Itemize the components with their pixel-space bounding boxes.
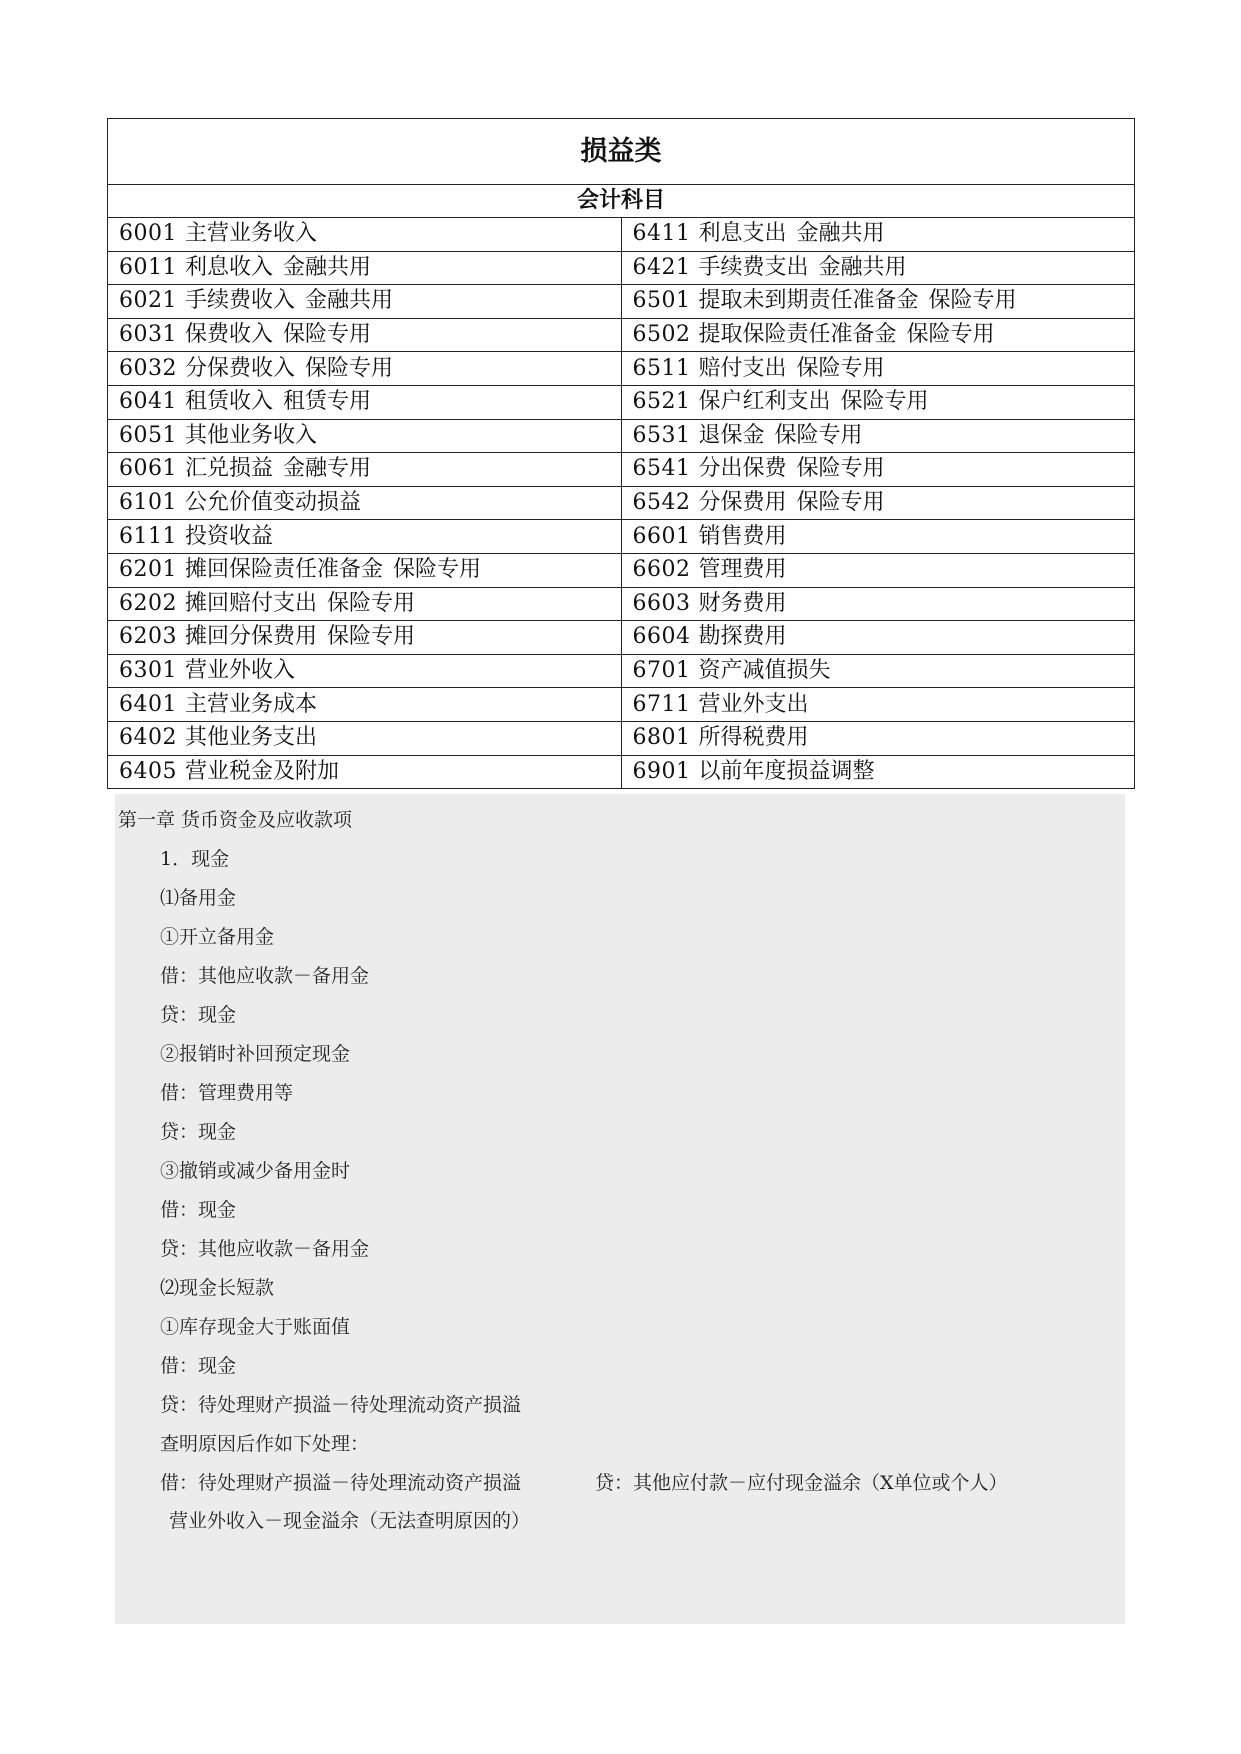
account-name-text: 其他业务收入 <box>185 422 318 448</box>
account-name-text: 分保费收入 <box>185 355 296 381</box>
account-name <box>185 725 327 750</box>
table-row <box>108 587 1135 621</box>
table-row <box>108 251 1135 285</box>
right-account-cell <box>621 587 1135 621</box>
account-name <box>699 725 819 750</box>
account-code: 6402 <box>119 725 177 751</box>
account-name-text: 营业外收入 <box>185 658 296 684</box>
account-name <box>185 255 371 280</box>
table-title: 损益类 <box>108 119 1135 185</box>
account-usage-tag: 保险专用 <box>393 557 482 583</box>
account-usage-tag: 保险专用 <box>283 322 372 348</box>
account-code: 6603 <box>632 590 691 616</box>
account-name <box>699 423 863 448</box>
table-row <box>108 688 1135 722</box>
account-code: 6101 <box>119 490 177 516</box>
right-account-cell <box>621 688 1135 722</box>
account-name <box>185 759 349 784</box>
account-name-text: 赔付支出 <box>698 355 787 381</box>
account-name-text: 摊回赔付支出 <box>185 590 318 616</box>
note-line: ①开立备用金 <box>160 926 275 948</box>
note-line: 贷：其他应付款－应付现金溢余（X单位或个人） <box>595 1472 1008 1494</box>
account-name-text: 主营业务收入 <box>185 221 318 247</box>
account-usage-tag: 保险专用 <box>327 624 416 650</box>
account-name-text: 摊回保险责任准备金 <box>185 557 384 583</box>
account-name <box>699 591 797 616</box>
right-account-cell <box>621 385 1135 419</box>
account-name <box>185 524 283 549</box>
account-name-text: 营业税金及附加 <box>185 758 340 784</box>
left-account-cell <box>108 654 622 688</box>
right-account-cell <box>621 285 1135 319</box>
table-row <box>108 352 1135 386</box>
account-name <box>185 389 371 414</box>
account-code: 6701 <box>632 658 691 684</box>
left-account-cell <box>108 755 622 789</box>
note-line: ③撤销或减少备用金时 <box>160 1160 351 1182</box>
account-name <box>185 221 327 246</box>
right-account-cell <box>621 520 1135 554</box>
account-code: 6501 <box>632 288 691 314</box>
account-code: 6711 <box>632 691 691 717</box>
account-usage-tag: 租赁专用 <box>283 389 372 415</box>
account-code: 6111 <box>119 523 177 549</box>
note-line: ②报销时补回预定现金 <box>160 1043 351 1065</box>
account-name-text: 所得税费用 <box>698 725 809 751</box>
note-line: 1．现金 <box>160 848 230 870</box>
table-title-row <box>108 119 1135 185</box>
table-row <box>108 218 1135 252</box>
account-name <box>699 322 995 347</box>
table-row <box>108 419 1135 453</box>
note-line: 贷：待处理财产损溢－待处理流动资产损溢 <box>160 1394 522 1416</box>
left-account-cell <box>108 453 622 487</box>
note-line: 查明原因后作如下处理： <box>160 1433 370 1455</box>
note-line: 贷：现金 <box>160 1004 237 1026</box>
account-code: 6521 <box>632 389 691 415</box>
account-code: 6411 <box>632 221 691 247</box>
account-name-text: 勘探费用 <box>698 624 787 650</box>
account-name-text: 管理费用 <box>698 557 787 583</box>
account-code: 6011 <box>119 254 177 280</box>
account-name <box>699 456 885 481</box>
account-code: 6901 <box>632 758 691 784</box>
table-row <box>108 385 1135 419</box>
left-account-cell <box>108 385 622 419</box>
account-code: 6301 <box>119 658 177 684</box>
account-code: 6601 <box>632 523 691 549</box>
table-subtitle: 会计科目 <box>108 185 1135 218</box>
account-usage-tag: 保险专用 <box>774 422 863 448</box>
note-line: 借：管理费用等 <box>160 1082 294 1104</box>
account-name-text: 公允价值变动损益 <box>185 490 362 516</box>
table-row <box>108 654 1135 688</box>
account-name-text: 销售费用 <box>698 523 787 549</box>
account-code: 6541 <box>632 456 691 482</box>
left-account-cell <box>108 419 622 453</box>
note-line: 营业外收入－现金溢余（无法查明原因的） <box>169 1510 531 1532</box>
left-account-cell <box>108 251 622 285</box>
account-name-text: 投资收益 <box>185 523 274 549</box>
account-code: 6401 <box>119 691 177 717</box>
note-line: ①库存现金大于账面值 <box>160 1316 351 1338</box>
account-name-text: 提取保险责任准备金 <box>698 322 897 348</box>
account-name-text: 利息收入 <box>185 254 274 280</box>
note-line: 借：现金 <box>160 1355 237 1377</box>
account-code: 6202 <box>119 590 177 616</box>
right-account-cell <box>621 654 1135 688</box>
account-code: 6031 <box>119 322 177 348</box>
account-code: 6604 <box>632 624 691 650</box>
account-usage-tag: 金融共用 <box>283 254 372 280</box>
left-account-cell <box>108 285 622 319</box>
table-row <box>108 721 1135 755</box>
account-name <box>699 624 797 649</box>
account-name <box>185 557 481 582</box>
account-name <box>699 524 797 549</box>
note-line: 贷：其他应收款－备用金 <box>160 1238 370 1260</box>
account-name <box>185 591 415 616</box>
account-name <box>185 456 371 481</box>
right-account-cell <box>621 721 1135 755</box>
account-name-text: 提取未到期责任准备金 <box>698 288 919 314</box>
account-code: 6502 <box>632 322 691 348</box>
account-usage-tag: 保险专用 <box>840 389 929 415</box>
account-usage-tag: 保险专用 <box>796 355 885 381</box>
account-code: 6602 <box>632 557 691 583</box>
account-name <box>699 692 819 717</box>
accounts-table-wrapper <box>107 118 1135 789</box>
account-usage-tag: 保险专用 <box>906 322 995 348</box>
account-code: 6051 <box>119 422 177 448</box>
account-name-text: 以前年度损益调整 <box>698 758 875 784</box>
table-row <box>108 621 1135 655</box>
right-account-cell <box>621 755 1135 789</box>
account-name-text: 退保金 <box>698 422 765 448</box>
accounts-table <box>107 118 1135 789</box>
account-usage-tag: 保险专用 <box>305 355 394 381</box>
table-row <box>108 486 1135 520</box>
account-name-text: 租赁收入 <box>185 389 274 415</box>
right-account-cell <box>621 251 1135 285</box>
note-line: ⑴备用金 <box>160 887 237 909</box>
note-line: 借：待处理财产损溢－待处理流动资产损溢 <box>160 1472 522 1494</box>
account-code: 6021 <box>119 288 177 314</box>
account-name-text: 手续费收入 <box>185 288 296 314</box>
account-name <box>185 658 305 683</box>
left-account-cell <box>108 721 622 755</box>
notes-section <box>115 794 1125 1624</box>
account-code: 6201 <box>119 557 177 583</box>
account-usage-tag: 金融共用 <box>796 221 885 247</box>
account-name-text: 保费收入 <box>185 322 274 348</box>
note-line: 借：现金 <box>160 1199 237 1221</box>
account-usage-tag: 金融共用 <box>305 288 394 314</box>
right-account-cell <box>621 453 1135 487</box>
table-row <box>108 453 1135 487</box>
table-body <box>108 218 1135 789</box>
left-account-cell <box>108 352 622 386</box>
account-code: 6203 <box>119 624 177 650</box>
account-name-text: 摊回分保费用 <box>185 624 318 650</box>
account-code: 6405 <box>119 758 177 784</box>
account-name <box>699 557 797 582</box>
account-name-text: 分出保费 <box>698 456 787 482</box>
table-row <box>108 755 1135 789</box>
account-name-text: 财务费用 <box>698 590 787 616</box>
account-name-text: 手续费支出 <box>698 254 809 280</box>
account-usage-tag: 保险专用 <box>796 456 885 482</box>
right-account-cell <box>621 486 1135 520</box>
account-code: 6032 <box>119 355 177 381</box>
account-code: 6001 <box>119 221 177 247</box>
account-name <box>699 759 885 784</box>
account-code: 6801 <box>632 725 691 751</box>
account-name <box>185 624 415 649</box>
account-usage-tag: 金融共用 <box>818 254 907 280</box>
left-account-cell <box>108 621 622 655</box>
account-name-text: 主营业务成本 <box>185 691 318 717</box>
account-name-text: 利息支出 <box>698 221 787 247</box>
account-code: 6061 <box>119 456 177 482</box>
account-name <box>185 490 371 515</box>
account-name <box>699 356 885 381</box>
left-account-cell <box>108 553 622 587</box>
left-account-cell <box>108 587 622 621</box>
account-name-text: 营业外支出 <box>698 691 809 717</box>
account-usage-tag: 金融专用 <box>283 456 372 482</box>
right-account-cell <box>621 352 1135 386</box>
table-row <box>108 318 1135 352</box>
account-code: 6421 <box>632 254 691 280</box>
right-account-cell <box>621 419 1135 453</box>
account-name <box>699 221 885 246</box>
left-account-cell <box>108 520 622 554</box>
right-account-cell <box>621 553 1135 587</box>
note-line: 贷：现金 <box>160 1121 237 1143</box>
table-row <box>108 553 1135 587</box>
account-name-text: 其他业务支出 <box>185 725 318 751</box>
account-name <box>699 490 885 515</box>
left-account-cell <box>108 688 622 722</box>
right-account-cell <box>621 218 1135 252</box>
left-account-cell <box>108 318 622 352</box>
account-code: 6542 <box>632 490 691 516</box>
account-name <box>185 423 327 448</box>
account-name <box>185 288 393 313</box>
right-account-cell <box>621 318 1135 352</box>
account-code: 6511 <box>632 355 691 381</box>
account-name-text: 分保费用 <box>698 490 787 516</box>
account-name <box>699 288 1017 313</box>
account-name <box>699 255 907 280</box>
account-usage-tag: 保险专用 <box>928 288 1017 314</box>
account-usage-tag: 保险专用 <box>327 590 416 616</box>
left-account-cell <box>108 486 622 520</box>
right-account-cell <box>621 621 1135 655</box>
table-row <box>108 520 1135 554</box>
account-name <box>699 658 841 683</box>
note-line: 借：其他应收款－备用金 <box>160 965 370 987</box>
account-name <box>185 356 393 381</box>
account-usage-tag: 保险专用 <box>796 490 885 516</box>
account-name <box>699 389 929 414</box>
note-line: ⑵现金长短款 <box>160 1277 275 1299</box>
left-account-cell <box>108 218 622 252</box>
account-code: 6531 <box>632 422 691 448</box>
table-subtitle-row <box>108 185 1135 218</box>
chapter-heading: 第一章 货币资金及应收款项 <box>118 809 353 831</box>
account-name-text: 资产减值损失 <box>698 658 831 684</box>
account-name <box>185 322 371 347</box>
table-row <box>108 285 1135 319</box>
account-code: 6041 <box>119 389 177 415</box>
account-name <box>185 692 327 717</box>
account-name-text: 保户红利支出 <box>698 389 831 415</box>
account-name-text: 汇兑损益 <box>185 456 274 482</box>
